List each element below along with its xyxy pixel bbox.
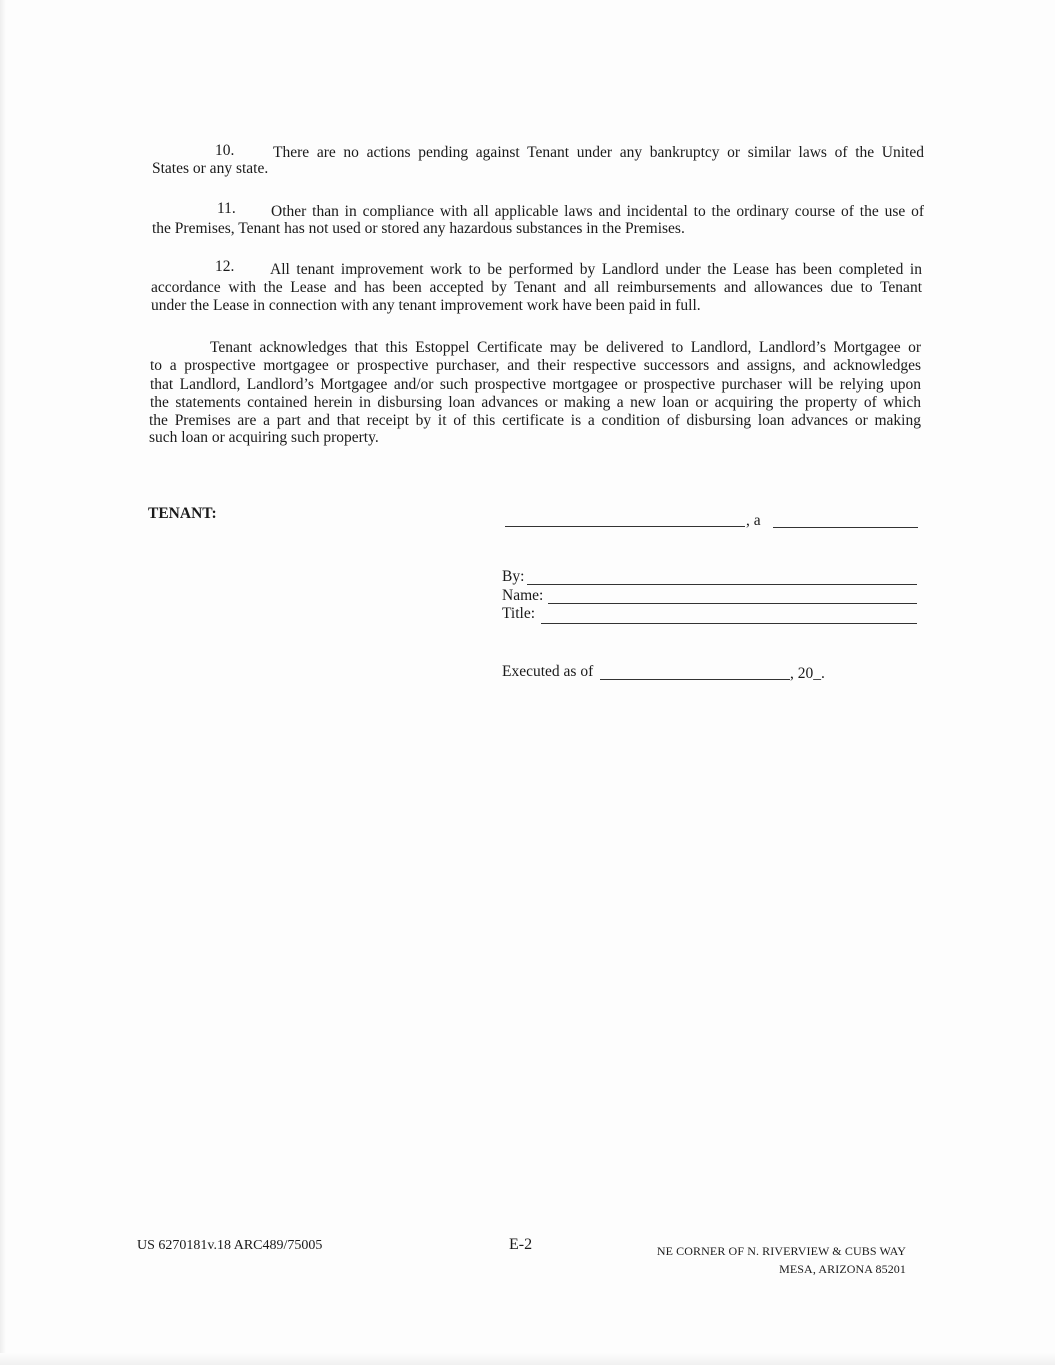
scan-bottom-edge [0,1353,1055,1365]
footer-doc-id: US 6270181v.18 ARC489/75005 [137,1238,323,1253]
paragraph-12-line: All tenant improvement work to be performed by Landlord under the Lease has been completed in [270,261,922,278]
scan-edge [0,0,6,1365]
paragraph-11-line: Other than in compliance with all applicable laws and incidental to the ordinary course of the use of [271,203,924,220]
acknowledgment-line: the Premises are a part and that receipt by it of this certificate is a condition of disbursing loan advances or making [149,412,921,429]
by-label: By: [502,568,525,585]
title-line[interactable] [541,623,917,624]
paragraph-11-number: 11. [217,200,236,217]
tenant-label: TENANT: [148,505,217,522]
by-signature-line[interactable] [527,584,917,585]
acknowledgment-line: such loan or acquiring such property. [149,429,379,446]
executed-year-suffix: , 20_. [790,665,825,682]
executed-label: Executed as of [502,663,594,680]
paragraph-11-line: the Premises, Tenant has not used or stored any hazardous substances in the Premises. [152,220,685,237]
acknowledgment-line: to a prospective mortgagee or prospective purchaser, and their respective successors and assigns, and acknowledges [150,357,921,374]
name-label: Name: [502,587,544,604]
acknowledgment-line: the statements contained herein in disbursing loan advances or making a new loan or acquiring the property of which [150,394,921,411]
paragraph-10-line: There are no actions pending against Tenant under any bankruptcy or similar laws of the United [273,144,924,161]
acknowledgment-line: that Landlord, Landlord’s Mortgagee and/or such prospective mortgagee or prospective purchaser will be relying upon [150,376,921,393]
acknowledgment-line: Tenant acknowledges that this Estoppel Certificate may be delivered to Landlord, Landlord’s Mortgagee or [210,339,921,356]
paragraph-10-number: 10. [215,142,235,159]
title-label: Title: [502,605,536,622]
paragraph-12-number: 12. [215,258,235,275]
footer-address-line1: NE CORNER OF N. RIVERVIEW & CUBS WAY [656,1244,906,1258]
entity-type-line[interactable] [773,527,918,528]
executed-date-line[interactable] [600,679,790,680]
paragraph-10-line: States or any state. [152,160,269,177]
entity-separator: , a [746,512,761,529]
paragraph-12-line: under the Lease in connection with any tenant improvement work have been paid in full. [151,297,701,314]
tenant-name-line[interactable] [505,526,745,527]
footer-page-number: E-2 [509,1236,533,1253]
paragraph-12-line: accordance with the Lease and has been accepted by Tenant and all reimbursements and allowances due to Tenant [151,279,922,296]
name-line[interactable] [548,603,917,604]
footer-address-line2: MESA, ARIZONA 85201 [779,1262,906,1276]
